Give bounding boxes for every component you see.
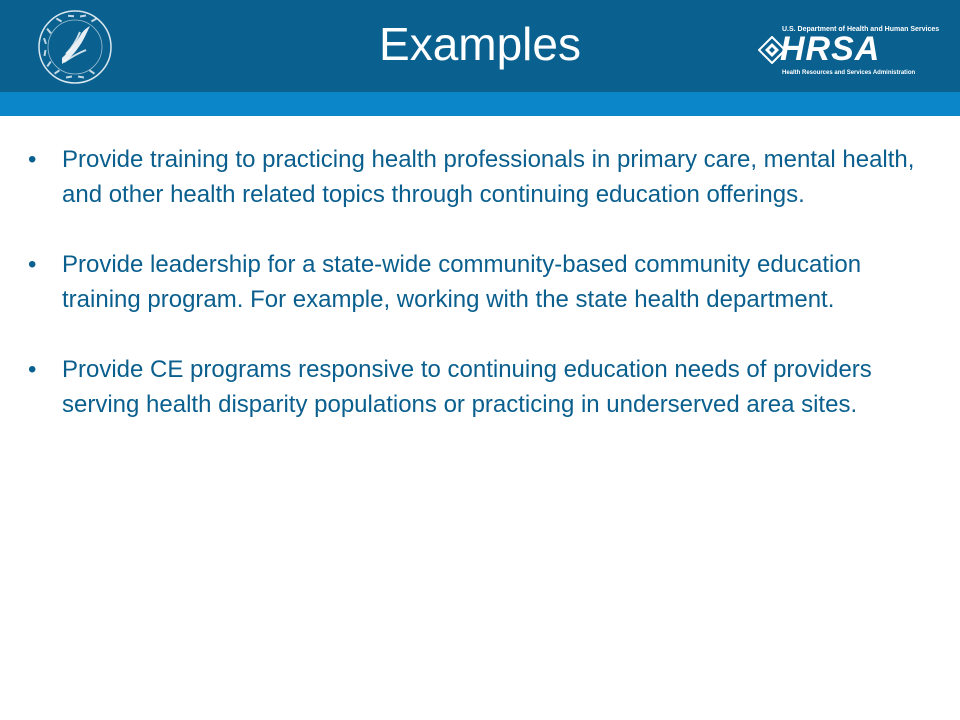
hrsa-subtitle: Health Resources and Services Administration xyxy=(782,70,916,76)
bullet-text: Provide leadership for a state-wide community-based community education training program. For example, working with the state health department. xyxy=(62,251,862,313)
bullet-marker: • xyxy=(28,251,37,278)
bullet-marker: • xyxy=(28,146,37,173)
hrsa-wordmark: HRSA xyxy=(780,30,881,68)
bullet-item xyxy=(0,247,960,317)
bullet-item xyxy=(0,352,960,422)
page-title: Examples xyxy=(379,18,581,70)
hrsa-dept-line: U.S. Department of Health and Human Services xyxy=(782,26,940,33)
bullet-list xyxy=(0,142,960,457)
bullet-marker: • xyxy=(28,356,37,383)
header-accent-strip xyxy=(0,92,960,116)
bullet-text: Provide CE programs responsive to continuing education needs of providers serving health disparity populations or practicing in underserved area sites. xyxy=(62,356,872,418)
bullet-text: Provide training to practicing health professionals in primary care, mental health, and other health related topics through continuing education offerings. xyxy=(62,146,915,208)
bullet-item xyxy=(0,142,960,212)
